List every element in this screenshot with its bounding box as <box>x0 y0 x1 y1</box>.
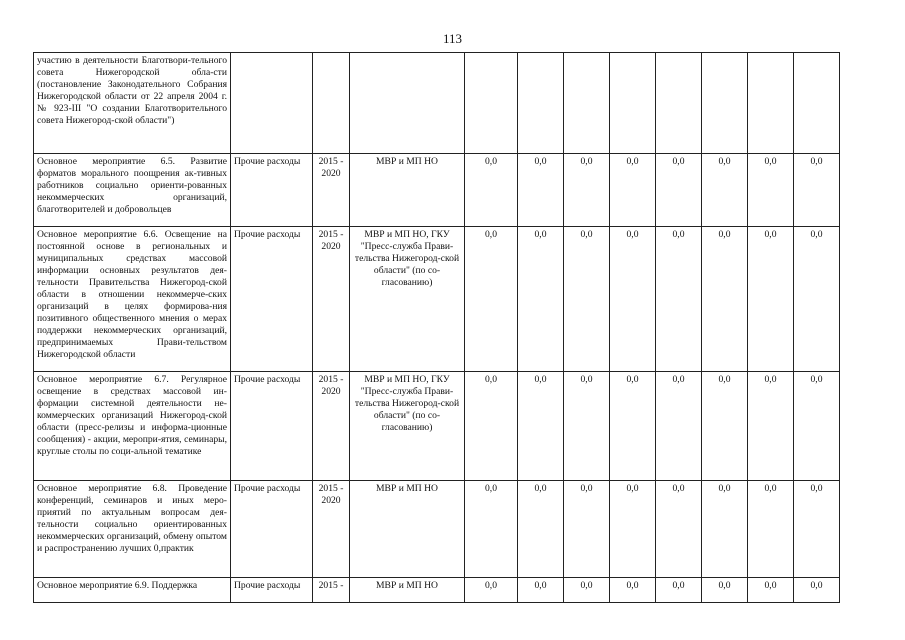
activity-description: участию в деятельности Благотвори-тельного совета Нижегородской обла-сти (постановление Законодательного Собрания Нижегородской области от 22 апреля 2004 г. № 923-III "О создании Благотворительного совета Нижегород-ской области") <box>34 53 231 154</box>
value-cell: 0,0 <box>656 578 702 603</box>
activity-description: Основное мероприятие 6.9. Поддержка <box>34 578 231 603</box>
expense-type: Прочие расходы <box>231 578 313 603</box>
expense-type: Прочие расходы <box>231 154 313 227</box>
table-row <box>34 227 840 372</box>
value-cell: 0,0 <box>656 481 702 578</box>
value-cell: 0,0 <box>656 154 702 227</box>
period <box>313 53 350 154</box>
value-cell: 0,0 <box>656 227 702 372</box>
expense-type: Прочие расходы <box>231 372 313 481</box>
expense-type: Прочие расходы <box>231 481 313 578</box>
table-row <box>34 481 840 578</box>
value-cell: 0,0 <box>465 578 518 603</box>
value-cell: 0,0 <box>748 481 794 578</box>
value-cell: 0,0 <box>702 372 748 481</box>
period: 2015 - 2020 <box>313 154 350 227</box>
value-cell: 0,0 <box>564 154 610 227</box>
executor: МВР и МП НО <box>350 578 465 603</box>
value-cell: 0,0 <box>564 578 610 603</box>
value-cell: 0,0 <box>702 578 748 603</box>
value-cell: 0,0 <box>465 372 518 481</box>
period: 2015 - <box>313 578 350 603</box>
value-cell <box>465 53 518 154</box>
value-cell <box>656 53 702 154</box>
value-cell: 0,0 <box>610 481 656 578</box>
executor: МВР и МП НО, ГКУ "Пресс-служба Прави-тельства Нижегород-ской области" (по со-гласованию) <box>350 227 465 372</box>
executor: МВР и МП НО, ГКУ "Пресс-служба Прави-тельства Нижегород-ской области" (по со-гласованию) <box>350 372 465 481</box>
table-row <box>34 578 840 603</box>
value-cell: 0,0 <box>518 578 564 603</box>
value-cell: 0,0 <box>518 372 564 481</box>
value-cell: 0,0 <box>518 481 564 578</box>
value-cell: 0,0 <box>610 372 656 481</box>
value-cell: 0,0 <box>794 578 840 603</box>
value-cell: 0,0 <box>794 154 840 227</box>
value-cell <box>702 53 748 154</box>
value-cell <box>610 53 656 154</box>
value-cell: 0,0 <box>564 227 610 372</box>
executor: МВР и МП НО <box>350 481 465 578</box>
value-cell: 0,0 <box>518 154 564 227</box>
table-row <box>34 372 840 481</box>
value-cell: 0,0 <box>518 227 564 372</box>
value-cell: 0,0 <box>748 578 794 603</box>
value-cell: 0,0 <box>564 372 610 481</box>
executor: МВР и МП НО <box>350 154 465 227</box>
page-number: 113 <box>442 31 463 46</box>
activity-description: Основное мероприятие 6.5. Развитие форматов морального поощрения ак-тивных работников социально ориенти-рованных некоммерческих организаций, благотворителей и добровольцев <box>34 154 231 227</box>
value-cell: 0,0 <box>794 481 840 578</box>
table-row <box>34 154 840 227</box>
expense-type: Прочие расходы <box>231 227 313 372</box>
value-cell: 0,0 <box>465 227 518 372</box>
expense-type <box>231 53 313 154</box>
value-cell: 0,0 <box>748 372 794 481</box>
value-cell: 0,0 <box>794 227 840 372</box>
period: 2015 - 2020 <box>313 481 350 578</box>
value-cell: 0,0 <box>656 372 702 481</box>
value-cell: 0,0 <box>748 154 794 227</box>
period: 2015 - 2020 <box>313 227 350 372</box>
value-cell <box>748 53 794 154</box>
value-cell: 0,0 <box>702 154 748 227</box>
program-activities-table <box>33 52 840 603</box>
executor <box>350 53 465 154</box>
value-cell <box>564 53 610 154</box>
value-cell: 0,0 <box>465 481 518 578</box>
value-cell: 0,0 <box>610 578 656 603</box>
value-cell <box>794 53 840 154</box>
value-cell: 0,0 <box>610 154 656 227</box>
value-cell: 0,0 <box>610 227 656 372</box>
activity-description: Основное мероприятие 6.7. Регулярное освещение в средствах массовой ин-формации системной деятельности не-коммерческих организаций Нижегород-ской области (пресс-релизы и информа-ционные сообщения) - акции, меропри-ятия, семинары, круглые столы по соци-альной тематике <box>34 372 231 481</box>
value-cell: 0,0 <box>465 154 518 227</box>
table-row <box>34 53 840 154</box>
value-cell: 0,0 <box>702 481 748 578</box>
value-cell: 0,0 <box>794 372 840 481</box>
value-cell: 0,0 <box>564 481 610 578</box>
value-cell: 0,0 <box>748 227 794 372</box>
activity-description: Основное мероприятие 6.6. Освещение на постоянной основе в региональных и муниципальных средствах массовой информации основных результатов дея-тельности Правительства Нижегород-ской области в отношении некоммерче-ских организаций в целях формирова-ния позитивного общественного мнения о мерах поддержки некоммерческих организаций, предпринимаемых Прави-тельством Нижегородской области <box>34 227 231 372</box>
activity-description: Основное мероприятие 6.8. Проведение конференций, семинаров и иных меро-приятий по актуальным вопросам дея-тельности социально ориентированных некоммерческих организаций, обмену опытом и распространению лучших 0,практик <box>34 481 231 578</box>
value-cell: 0,0 <box>702 227 748 372</box>
value-cell <box>518 53 564 154</box>
period: 2015 - 2020 <box>313 372 350 481</box>
